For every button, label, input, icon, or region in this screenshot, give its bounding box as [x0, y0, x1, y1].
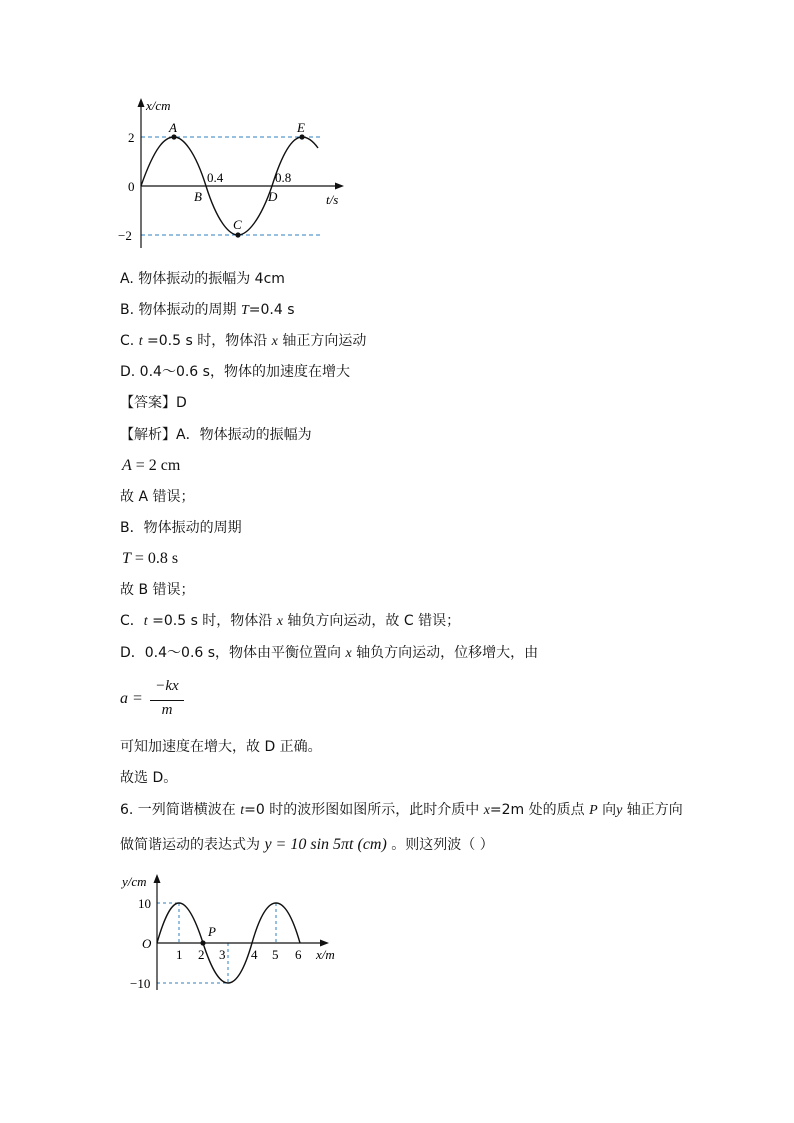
point-e	[299, 134, 304, 139]
label-d: D	[268, 189, 278, 204]
label-p: P	[208, 924, 216, 939]
x-tick-1: 1	[176, 947, 183, 962]
q6-text-e: 轴正方向	[622, 802, 683, 818]
option-c	[120, 331, 366, 352]
y-axis-arrow	[138, 98, 145, 107]
analysis-line-7-mid: =0.5 s 时，物体沿	[147, 613, 277, 629]
analysis-line-3: 故 A 错误；	[120, 489, 195, 505]
label-c: C	[233, 217, 242, 232]
amplitude-var: A	[122, 457, 132, 474]
option-b	[120, 300, 295, 321]
x-tick-4: 4	[251, 947, 258, 962]
analysis-line-7-var2: x	[276, 614, 283, 629]
option-b-value: =0.4 s	[248, 302, 295, 318]
x-axis-label: x/m	[316, 947, 335, 962]
q6-line2-text: 做简谐运动的表达式为	[120, 837, 265, 853]
period-var: T	[122, 550, 131, 567]
question-6-line-1	[120, 800, 683, 821]
period-equation	[122, 549, 178, 569]
q6-var-y: y	[616, 803, 623, 818]
analysis-line-7-suffix: 轴负方向运动，故 C 错误；	[282, 613, 461, 629]
q6-text-b: =0 时的波形图如图所示，此时介质中	[244, 802, 484, 818]
analysis-line-10: 故选 D。	[120, 770, 178, 786]
fraction-bar	[150, 700, 184, 701]
x-tick-3: 3	[219, 947, 226, 962]
question-6-line-2	[120, 835, 494, 855]
q6-line2-tail: 。则这列波（ ）	[386, 837, 494, 853]
x-tick-0-4: 0.4	[207, 170, 224, 185]
formula-numerator: −kx	[155, 678, 179, 694]
y-tick-2: 2	[128, 130, 135, 145]
analysis-line-8-prefix: D．0.4～0.6 s，物体由平衡位置向	[120, 645, 346, 661]
y-tick-0: 0	[128, 179, 135, 194]
y-axis-label: y/cm	[122, 874, 147, 889]
analysis-line-6: 故 B 错误；	[120, 582, 195, 598]
label-b: B	[194, 189, 202, 204]
option-c-var: t	[138, 334, 143, 349]
option-b-text: B. 物体振动的周期	[120, 302, 241, 318]
y-axis-label: x/cm	[146, 98, 171, 113]
amplitude-value: = 2 cm	[131, 457, 181, 474]
analysis-line-8	[120, 643, 538, 664]
label-a: A	[169, 120, 177, 135]
option-d: D. 0.4～0.6 s，物体的加速度在增大	[120, 364, 350, 380]
q6-text-d: 向	[597, 802, 617, 818]
q6-var-t: t	[240, 803, 245, 818]
q6-var-x: x	[483, 803, 490, 818]
analysis-line-9: 可知加速度在增大，故 D 正确。	[120, 739, 322, 755]
x-tick-5: 5	[272, 947, 279, 962]
point-a	[171, 134, 176, 139]
vibration-graph	[110, 96, 360, 256]
formula-denominator: m	[161, 702, 173, 718]
wave-graph	[118, 870, 348, 998]
option-b-var: T	[240, 303, 249, 318]
analysis-line-7-prefix: C．	[120, 613, 144, 629]
q6-expression: y = 10 sin 5πt (cm)	[264, 836, 387, 853]
analysis-line-8-suffix: 轴负方向运动，位移增大，由	[351, 645, 539, 661]
analysis-line-7	[120, 611, 460, 632]
label-e: E	[297, 120, 305, 135]
option-a: A. 物体振动的振幅为 4cm	[120, 271, 285, 287]
point-c	[235, 232, 240, 237]
y-tick-neg2: −2	[118, 228, 132, 243]
y-tick-neg10: −10	[130, 976, 151, 991]
x-tick-2: 2	[198, 947, 205, 962]
y-tick-10: 10	[138, 896, 151, 911]
analysis-line-1: 【解析】A．物体振动的振幅为	[120, 427, 312, 443]
y-axis-arrow	[154, 874, 161, 883]
origin-label: O	[142, 936, 152, 951]
analysis-line-4: B．物体振动的周期	[120, 520, 242, 536]
option-c-mid: =0.5 s 时，物体沿	[142, 333, 272, 349]
q6-text-a: 6. 一列简谐横波在	[120, 802, 241, 818]
option-c-prefix: C.	[120, 333, 139, 349]
x-axis-arrow	[335, 183, 344, 190]
x-tick-6: 6	[295, 947, 302, 962]
analysis-line-8-var: x	[345, 646, 352, 661]
q6-var-p: P	[589, 803, 598, 818]
analysis-line-7-var: t	[143, 614, 148, 629]
amplitude-equation	[122, 456, 180, 476]
x-axis-arrow	[320, 940, 329, 947]
acceleration-formula	[120, 680, 200, 724]
period-value: = 0.8 s	[130, 550, 179, 567]
x-axis-label: t/s	[326, 192, 339, 207]
point-p	[200, 940, 205, 945]
option-c-var2: x	[271, 334, 278, 349]
q6-text-c: =2m 处的质点	[489, 802, 590, 818]
option-c-suffix: 轴正方向运动	[277, 333, 367, 349]
answer: 【答案】D	[120, 395, 187, 411]
x-tick-0-8: 0.8	[275, 170, 292, 185]
formula-lhs: a =	[120, 690, 143, 707]
